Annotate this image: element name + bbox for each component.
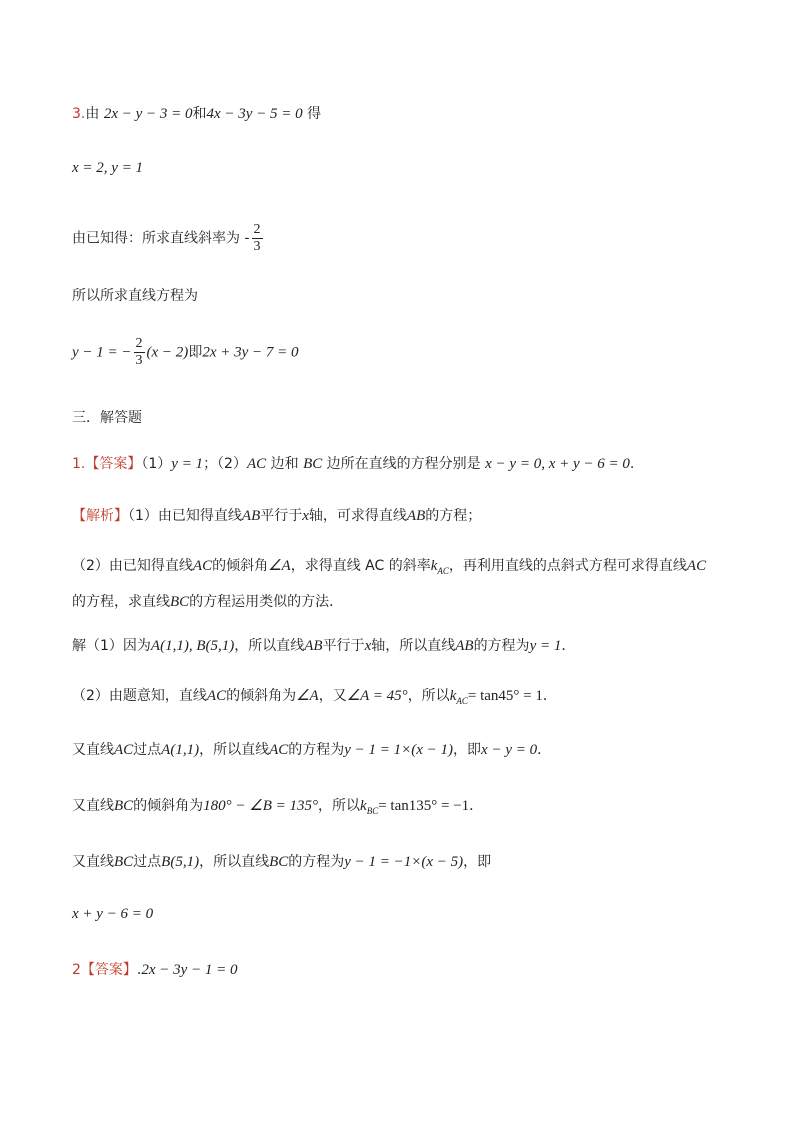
p3-statement: 3.由 2x − y − 3 = 0和4x − 3y − 5 = 0 得 (72, 106, 322, 122)
final-fraction: $\frac{2}{3}$ (135, 336, 143, 368)
analysis-tag: 【解析】 (72, 508, 128, 524)
equation-2: 4x − 3y − 5 = 0 (206, 106, 303, 122)
q2-equation: 2x − 3y − 1 = 0 (141, 962, 238, 978)
analysis-2-cont: 的方程，求直线BC的方程运用类似的方法． (72, 594, 344, 610)
solution-1: 解（1）因为A(1,1), B(5,1)，所以直线AB平行于x轴，所以直线AB的方程为y = 1． (72, 638, 576, 654)
q2-number: 2 (72, 962, 81, 978)
analysis-2: （2）由已知得直线AC的倾斜角∠A，求得直线 AC 的斜率$k_{AC}$，再利用直线的点斜式方程可求得直线AC (72, 558, 707, 576)
solution-6: x + y − 6 = 0 (72, 906, 154, 922)
analysis-1: 【解析】（1）由已知得直线AB平行于x轴，可求得直线AB的方程； (72, 508, 482, 524)
answer-tag: 【答案】 (85, 456, 142, 472)
p3-eq-intro: 所以所求直线方程为 (72, 288, 198, 304)
q1-answer: 1.【答案】（1）y = 1；（2）AC 边和 BC 边所在直线的方程分别是 x − y = 0, x + y − 6 = 0. (72, 456, 635, 472)
q1-number: 1. (72, 456, 86, 472)
section-title: 三．解答题 (72, 410, 142, 426)
p3-final-equation: y − 1 = − $\frac{2}{3}$ (x − 2)即2x + 3y − 7 = 0 (72, 336, 299, 368)
q2-answer: 2【答案】.2x − 3y − 1 = 0 (72, 962, 238, 978)
slope-fraction: $\frac{2}{3}$ (253, 222, 261, 254)
p3-number: 3. (72, 106, 86, 122)
equation-1: 2x − y − 3 = 0 (103, 106, 193, 122)
solution-2: （2）由题意知，直线AC的倾斜角为∠A，又∠A = 45°，所以$k_{AC}= \tan 45^\circ = 1$． (72, 688, 557, 706)
solution-3: 又直线AC过点A(1,1)，所以直线AC的方程为y − 1 = 1×(x − 1)，即x − y = 0． (72, 742, 552, 758)
solution-5: 又直线BC过点B(5,1)，所以直线BC的方程为y − 1 = −1×(x − 5)，即 (72, 854, 492, 870)
q2-answer-tag: 【答案】 (80, 962, 137, 978)
p3-slope: 由已知得：所求直线斜率为 - $\frac{2}{3}$ (72, 222, 261, 254)
p3-solution: x = 2, y = 1 (72, 160, 144, 176)
solution-4: 又直线BC的倾斜角为180° − ∠B = 135°，所以$k_{BC}= \tan 135^\circ = -1$． (72, 798, 484, 816)
